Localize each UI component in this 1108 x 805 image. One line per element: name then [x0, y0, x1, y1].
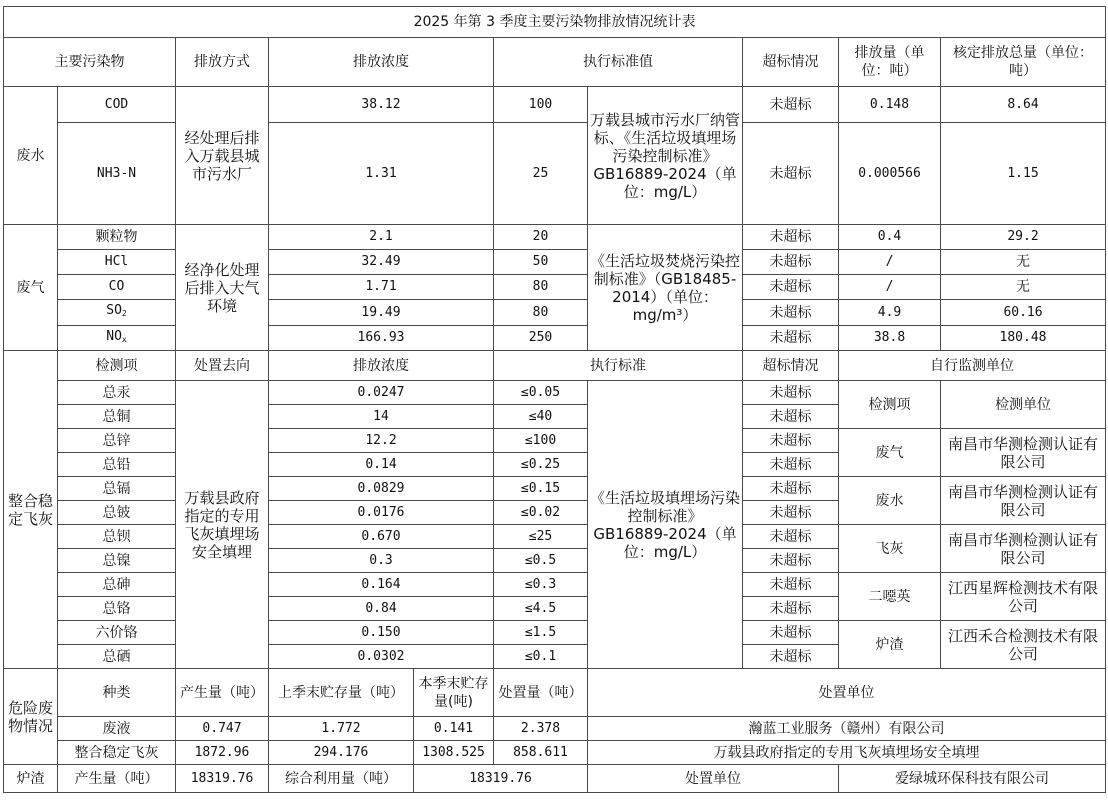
monitor-item: 二噁英 — [839, 573, 941, 621]
fa-header-concentration: 排放浓度 — [269, 351, 494, 381]
ex-exceed: 未超标 — [743, 300, 839, 326]
hz-header-produced: 产生量（吨） — [176, 669, 269, 717]
fa-header-monitor: 自行监测单位 — [839, 351, 1106, 381]
fa-item: 总汞 — [58, 381, 176, 405]
hz-prev-stock: 1.772 — [269, 717, 414, 741]
fa-limit: ≤0.5 — [494, 549, 588, 573]
table-title: 2025 年第 3 季度主要污染物排放情况统计表 — [4, 7, 1106, 38]
ex-method: 经净化处理后排入大气环境 — [176, 225, 269, 351]
ex-limit: 80 — [494, 300, 588, 326]
monitor-unit: 南昌市华测检测认证有限公司 — [941, 429, 1106, 477]
fa-item: 总铬 — [58, 597, 176, 621]
hz-produced: 0.747 — [176, 717, 269, 741]
ex-amount: 38.8 — [839, 326, 941, 351]
ex-exceed: 未超标 — [743, 275, 839, 300]
fa-concentration: 0.0829 — [269, 477, 494, 501]
fa-item: 六价铬 — [58, 621, 176, 645]
hz-header-type: 种类 — [58, 669, 176, 717]
hz-produced: 1872.96 — [176, 741, 269, 765]
slag-disposal-unit: 爱绿城环保科技有限公司 — [839, 765, 1106, 793]
header-amount: 排放量（单位：吨） — [839, 38, 941, 87]
fa-limit: ≤0.15 — [494, 477, 588, 501]
ww-total: 8.64 — [941, 87, 1106, 123]
ex-amount: / — [839, 250, 941, 275]
fa-exceed: 未超标 — [743, 453, 839, 477]
fa-concentration: 0.670 — [269, 525, 494, 549]
category-flyash: 整合稳定飞灰 — [4, 351, 58, 669]
category-hazardous: 危险废物情况 — [4, 669, 58, 765]
fa-limit: ≤0.05 — [494, 381, 588, 405]
monitor-item: 飞灰 — [839, 525, 941, 573]
ex-total: 180.48 — [941, 326, 1106, 351]
ww-exceed: 未超标 — [743, 87, 839, 123]
ww-amount: 0.000566 — [839, 123, 941, 225]
ex-total: 无 — [941, 250, 1106, 275]
hz-header-disposed: 处置量（吨） — [494, 669, 588, 717]
fa-exceed: 未超标 — [743, 597, 839, 621]
fa-exceed: 未超标 — [743, 477, 839, 501]
hz-disposal-unit: 万载县政府指定的专用飞灰填埋场安全填埋 — [588, 741, 1106, 765]
ex-amount: 4.9 — [839, 300, 941, 326]
fa-limit: ≤1.5 — [494, 621, 588, 645]
ww-amount: 0.148 — [839, 87, 941, 123]
hz-disposed: 858.611 — [494, 741, 588, 765]
ww-standard-text: 万载县城市污水厂纳管标、《生活垃圾填埋场污染控制标准》GB16889-2024（单位：mg/L） — [588, 87, 743, 225]
fa-header-exceed: 超标情况 — [743, 351, 839, 381]
monitor-item: 炉渣 — [839, 621, 941, 669]
hz-header-disposal-unit: 处置单位 — [588, 669, 1106, 717]
ww-limit: 25 — [494, 123, 588, 225]
ex-limit: 50 — [494, 250, 588, 275]
header-concentration: 排放浓度 — [269, 38, 494, 87]
ww-method: 经处理后排入万载县城市污水厂 — [176, 87, 269, 225]
fa-concentration: 0.0247 — [269, 381, 494, 405]
fa-concentration: 0.164 — [269, 573, 494, 597]
ex-standard-text: 《生活垃圾焚烧污染控制标准》（GB18485-2014）（单位：mg/m³） — [588, 225, 743, 351]
ex-item: $SO_2$ — [58, 300, 176, 326]
category-exhaust: 废气 — [4, 225, 58, 351]
header-exceed: 超标情况 — [743, 38, 839, 87]
ww-item: COD — [58, 87, 176, 123]
fa-limit: ≤0.25 — [494, 453, 588, 477]
ex-exceed: 未超标 — [743, 250, 839, 275]
monitor-unit: 南昌市华测检测认证有限公司 — [941, 525, 1106, 573]
monitor-header-unit: 检测单位 — [941, 381, 1106, 429]
fa-item: 总砷 — [58, 573, 176, 597]
fa-concentration: 0.14 — [269, 453, 494, 477]
hz-prev-stock: 294.176 — [269, 741, 414, 765]
ww-concentration: 1.31 — [269, 123, 494, 225]
ex-concentration: 19.49 — [269, 300, 494, 326]
hz-disposed: 2.378 — [494, 717, 588, 741]
fa-item: 总镉 — [58, 477, 176, 501]
monitor-unit: 江西星辉检测技术有限公司 — [941, 573, 1106, 621]
hz-header-cur-stock: 本季末贮存量(吨) — [414, 669, 494, 717]
hz-type: 整合稳定飞灰 — [58, 741, 176, 765]
fa-item: 总铍 — [58, 501, 176, 525]
monitor-header-item: 检测项 — [839, 381, 941, 429]
slag-utilized-label: 综合利用量（吨） — [269, 765, 414, 793]
fa-exceed: 未超标 — [743, 405, 839, 429]
ex-item: 颗粒物 — [58, 225, 176, 250]
fa-item: 总锌 — [58, 429, 176, 453]
fa-limit: ≤0.02 — [494, 501, 588, 525]
fa-limit: ≤4.5 — [494, 597, 588, 621]
fa-exceed: 未超标 — [743, 573, 839, 597]
ex-amount: / — [839, 275, 941, 300]
header-method: 排放方式 — [176, 38, 269, 87]
hz-cur-stock: 0.141 — [414, 717, 494, 741]
slag-utilized: 18319.76 — [414, 765, 588, 793]
pollutant-emission-table — [3, 6, 1106, 793]
fa-limit: ≤25 — [494, 525, 588, 549]
fa-standard-text: 《生活垃圾填埋场污染控制标准》GB16889-2024（单位：mg/L） — [588, 381, 743, 669]
ex-exceed: 未超标 — [743, 326, 839, 351]
ww-concentration: 38.12 — [269, 87, 494, 123]
ex-concentration: 32.49 — [269, 250, 494, 275]
fa-item: 总钡 — [58, 525, 176, 549]
category-wastewater: 废水 — [4, 87, 58, 225]
fa-exceed: 未超标 — [743, 429, 839, 453]
fa-concentration: 0.0302 — [269, 645, 494, 669]
hz-header-prev-stock: 上季末贮存量（吨） — [269, 669, 414, 717]
ex-amount: 0.4 — [839, 225, 941, 250]
category-slag: 炉渣 — [4, 765, 58, 793]
slag-produced-label: 产生量（吨） — [58, 765, 176, 793]
fa-exceed: 未超标 — [743, 525, 839, 549]
fa-concentration: 0.84 — [269, 597, 494, 621]
fa-item: 总铅 — [58, 453, 176, 477]
fa-header-item: 检测项 — [58, 351, 176, 381]
fa-header-standard: 执行标准 — [494, 351, 743, 381]
fa-exceed: 未超标 — [743, 381, 839, 405]
hz-disposal-unit: 瀚蓝工业服务（赣州）有限公司 — [588, 717, 1106, 741]
monitor-unit: 江西禾合检测技术有限公司 — [941, 621, 1106, 669]
fa-limit: ≤40 — [494, 405, 588, 429]
hz-cur-stock: 1308.525 — [414, 741, 494, 765]
fa-limit: ≤0.1 — [494, 645, 588, 669]
fa-concentration: 14 — [269, 405, 494, 429]
ex-total: 60.16 — [941, 300, 1106, 326]
fa-concentration: 0.150 — [269, 621, 494, 645]
fa-disposal: 万载县政府指定的专用飞灰填埋场安全填埋 — [176, 381, 269, 669]
slag-disposal-label: 处置单位 — [588, 765, 839, 793]
fa-header-disposal: 处置去向 — [176, 351, 269, 381]
slag-produced: 18319.76 — [176, 765, 269, 793]
ex-item: $NO_x$ — [58, 326, 176, 351]
fa-limit: ≤0.3 — [494, 573, 588, 597]
ex-concentration: 2.1 — [269, 225, 494, 250]
fa-concentration: 0.0176 — [269, 501, 494, 525]
ex-total: 29.2 — [941, 225, 1106, 250]
fa-exceed: 未超标 — [743, 549, 839, 573]
ex-item: HCl — [58, 250, 176, 275]
hz-type: 废液 — [58, 717, 176, 741]
ww-limit: 100 — [494, 87, 588, 123]
header-standard: 执行标准值 — [494, 38, 743, 87]
ex-limit: 250 — [494, 326, 588, 351]
fa-item: 总铜 — [58, 405, 176, 429]
fa-concentration: 0.3 — [269, 549, 494, 573]
fa-concentration: 12.2 — [269, 429, 494, 453]
monitor-item: 废水 — [839, 477, 941, 525]
monitor-unit: 南昌市华测检测认证有限公司 — [941, 477, 1106, 525]
ex-exceed: 未超标 — [743, 225, 839, 250]
fa-item: 总硒 — [58, 645, 176, 669]
fa-exceed: 未超标 — [743, 645, 839, 669]
ex-limit: 80 — [494, 275, 588, 300]
fa-exceed: 未超标 — [743, 621, 839, 645]
ex-total: 无 — [941, 275, 1106, 300]
ww-exceed: 未超标 — [743, 123, 839, 225]
ex-limit: 20 — [494, 225, 588, 250]
ww-item: NH3-N — [58, 123, 176, 225]
ex-concentration: 166.93 — [269, 326, 494, 351]
fa-item: 总镍 — [58, 549, 176, 573]
header-pollutant: 主要污染物 — [4, 38, 176, 87]
fa-limit: ≤100 — [494, 429, 588, 453]
monitor-item: 废气 — [839, 429, 941, 477]
fa-exceed: 未超标 — [743, 501, 839, 525]
ww-total: 1.15 — [941, 123, 1106, 225]
ex-item: CO — [58, 275, 176, 300]
header-total: 核定排放总量（单位：吨） — [941, 38, 1106, 87]
ex-concentration: 1.71 — [269, 275, 494, 300]
